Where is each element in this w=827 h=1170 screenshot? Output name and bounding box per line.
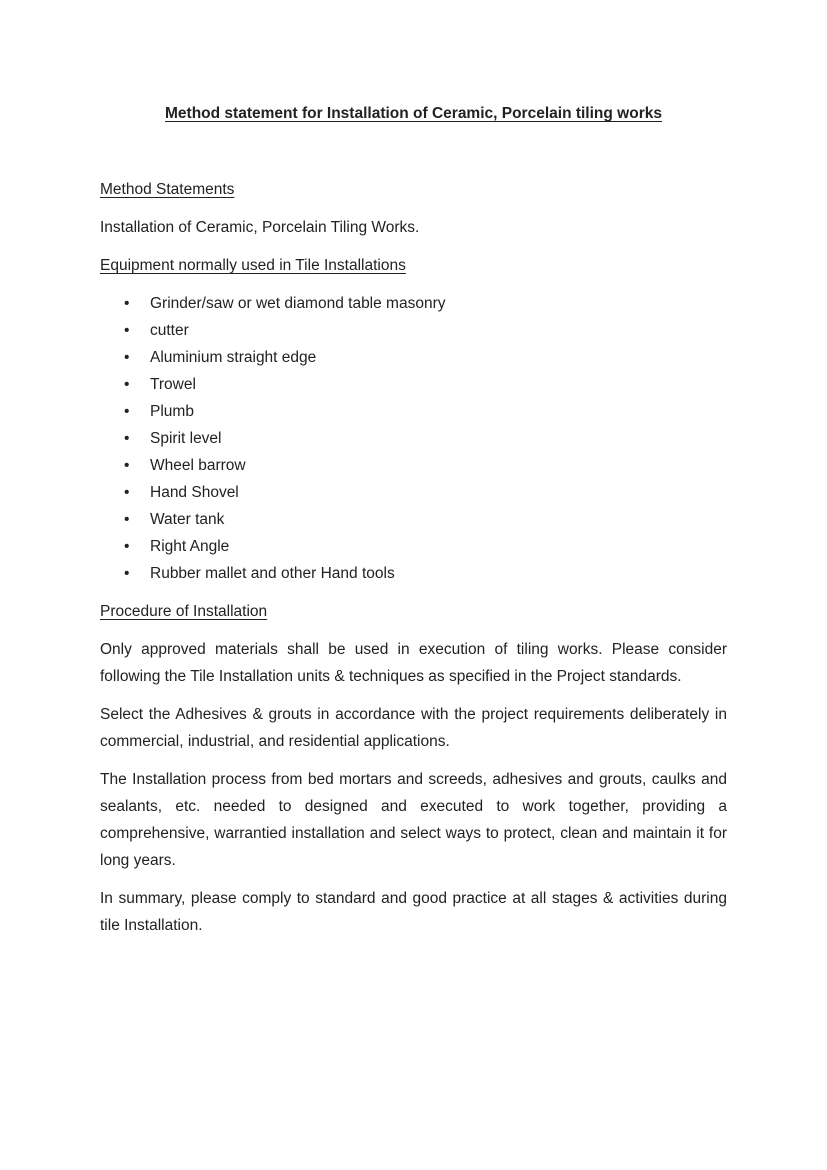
procedure-paragraph: In summary, please comply to standard and good practice at all stages & activities during tile Installation. — [100, 890, 727, 934]
equipment-item-label: cutter — [150, 322, 189, 339]
bullet-icon: • — [124, 457, 130, 474]
document-title: Method statement for Installation of Ceramic, Porcelain tiling works — [165, 105, 662, 122]
procedure-paragraph: Select the Adhesives & grouts in accordance with the project requirements deliberately in commercial, industrial, and residential applications. — [100, 706, 727, 750]
bullet-icon: • — [124, 322, 130, 339]
list-item — [100, 479, 727, 506]
bullet-icon: • — [124, 349, 130, 366]
list-item — [100, 371, 727, 398]
equipment-list — [100, 290, 727, 587]
equipment-item-label: Spirit level — [150, 430, 222, 447]
list-item — [100, 290, 727, 317]
procedure-paragraph: The Installation process from bed mortars and screeds, adhesives and grouts, caulks and sealants, etc. needed to designed and executed to work together, providing a comprehensive, warrantied installation and select ways to protect, clean and maintain it for long years. — [100, 771, 727, 869]
bullet-icon: • — [124, 295, 130, 312]
equipment-item-label: Grinder/saw or wet diamond table masonry — [150, 295, 446, 312]
list-item — [100, 398, 727, 425]
procedure-paragraph: Only approved materials shall be used in execution of tiling works. Please consider following the Tile Installation units & techniques as specified in the Project standards. — [100, 641, 727, 685]
equipment-item-label: Right Angle — [150, 538, 230, 555]
list-item — [100, 560, 727, 587]
bullet-icon: • — [124, 484, 130, 501]
list-item — [100, 317, 727, 344]
list-item — [100, 425, 727, 452]
equipment-item-label: Plumb — [150, 403, 194, 420]
equipment-item-label: Hand Shovel — [150, 484, 239, 501]
bullet-icon: • — [124, 403, 130, 420]
equipment-item-label: Water tank — [150, 511, 225, 528]
method-text: Installation of Ceramic, Porcelain Tiling Works. — [100, 219, 420, 236]
list-item — [100, 533, 727, 560]
document-page — [100, 100, 727, 939]
method-heading: Method Statements — [100, 181, 235, 198]
equipment-item-label: Trowel — [150, 376, 196, 393]
list-item — [100, 452, 727, 479]
equipment-heading: Equipment normally used in Tile Installations — [100, 257, 406, 274]
bullet-icon: • — [124, 376, 130, 393]
list-item — [100, 506, 727, 533]
bullet-icon: • — [124, 511, 130, 528]
equipment-item-label: Aluminium straight edge — [150, 349, 317, 366]
equipment-item-label: Wheel barrow — [150, 457, 246, 474]
bullet-icon: • — [124, 430, 130, 447]
bullet-icon: • — [124, 565, 130, 582]
bullet-icon: • — [124, 538, 130, 555]
list-item — [100, 344, 727, 371]
procedure-heading: Procedure of Installation — [100, 603, 268, 620]
equipment-item-label: Rubber mallet and other Hand tools — [150, 565, 395, 582]
